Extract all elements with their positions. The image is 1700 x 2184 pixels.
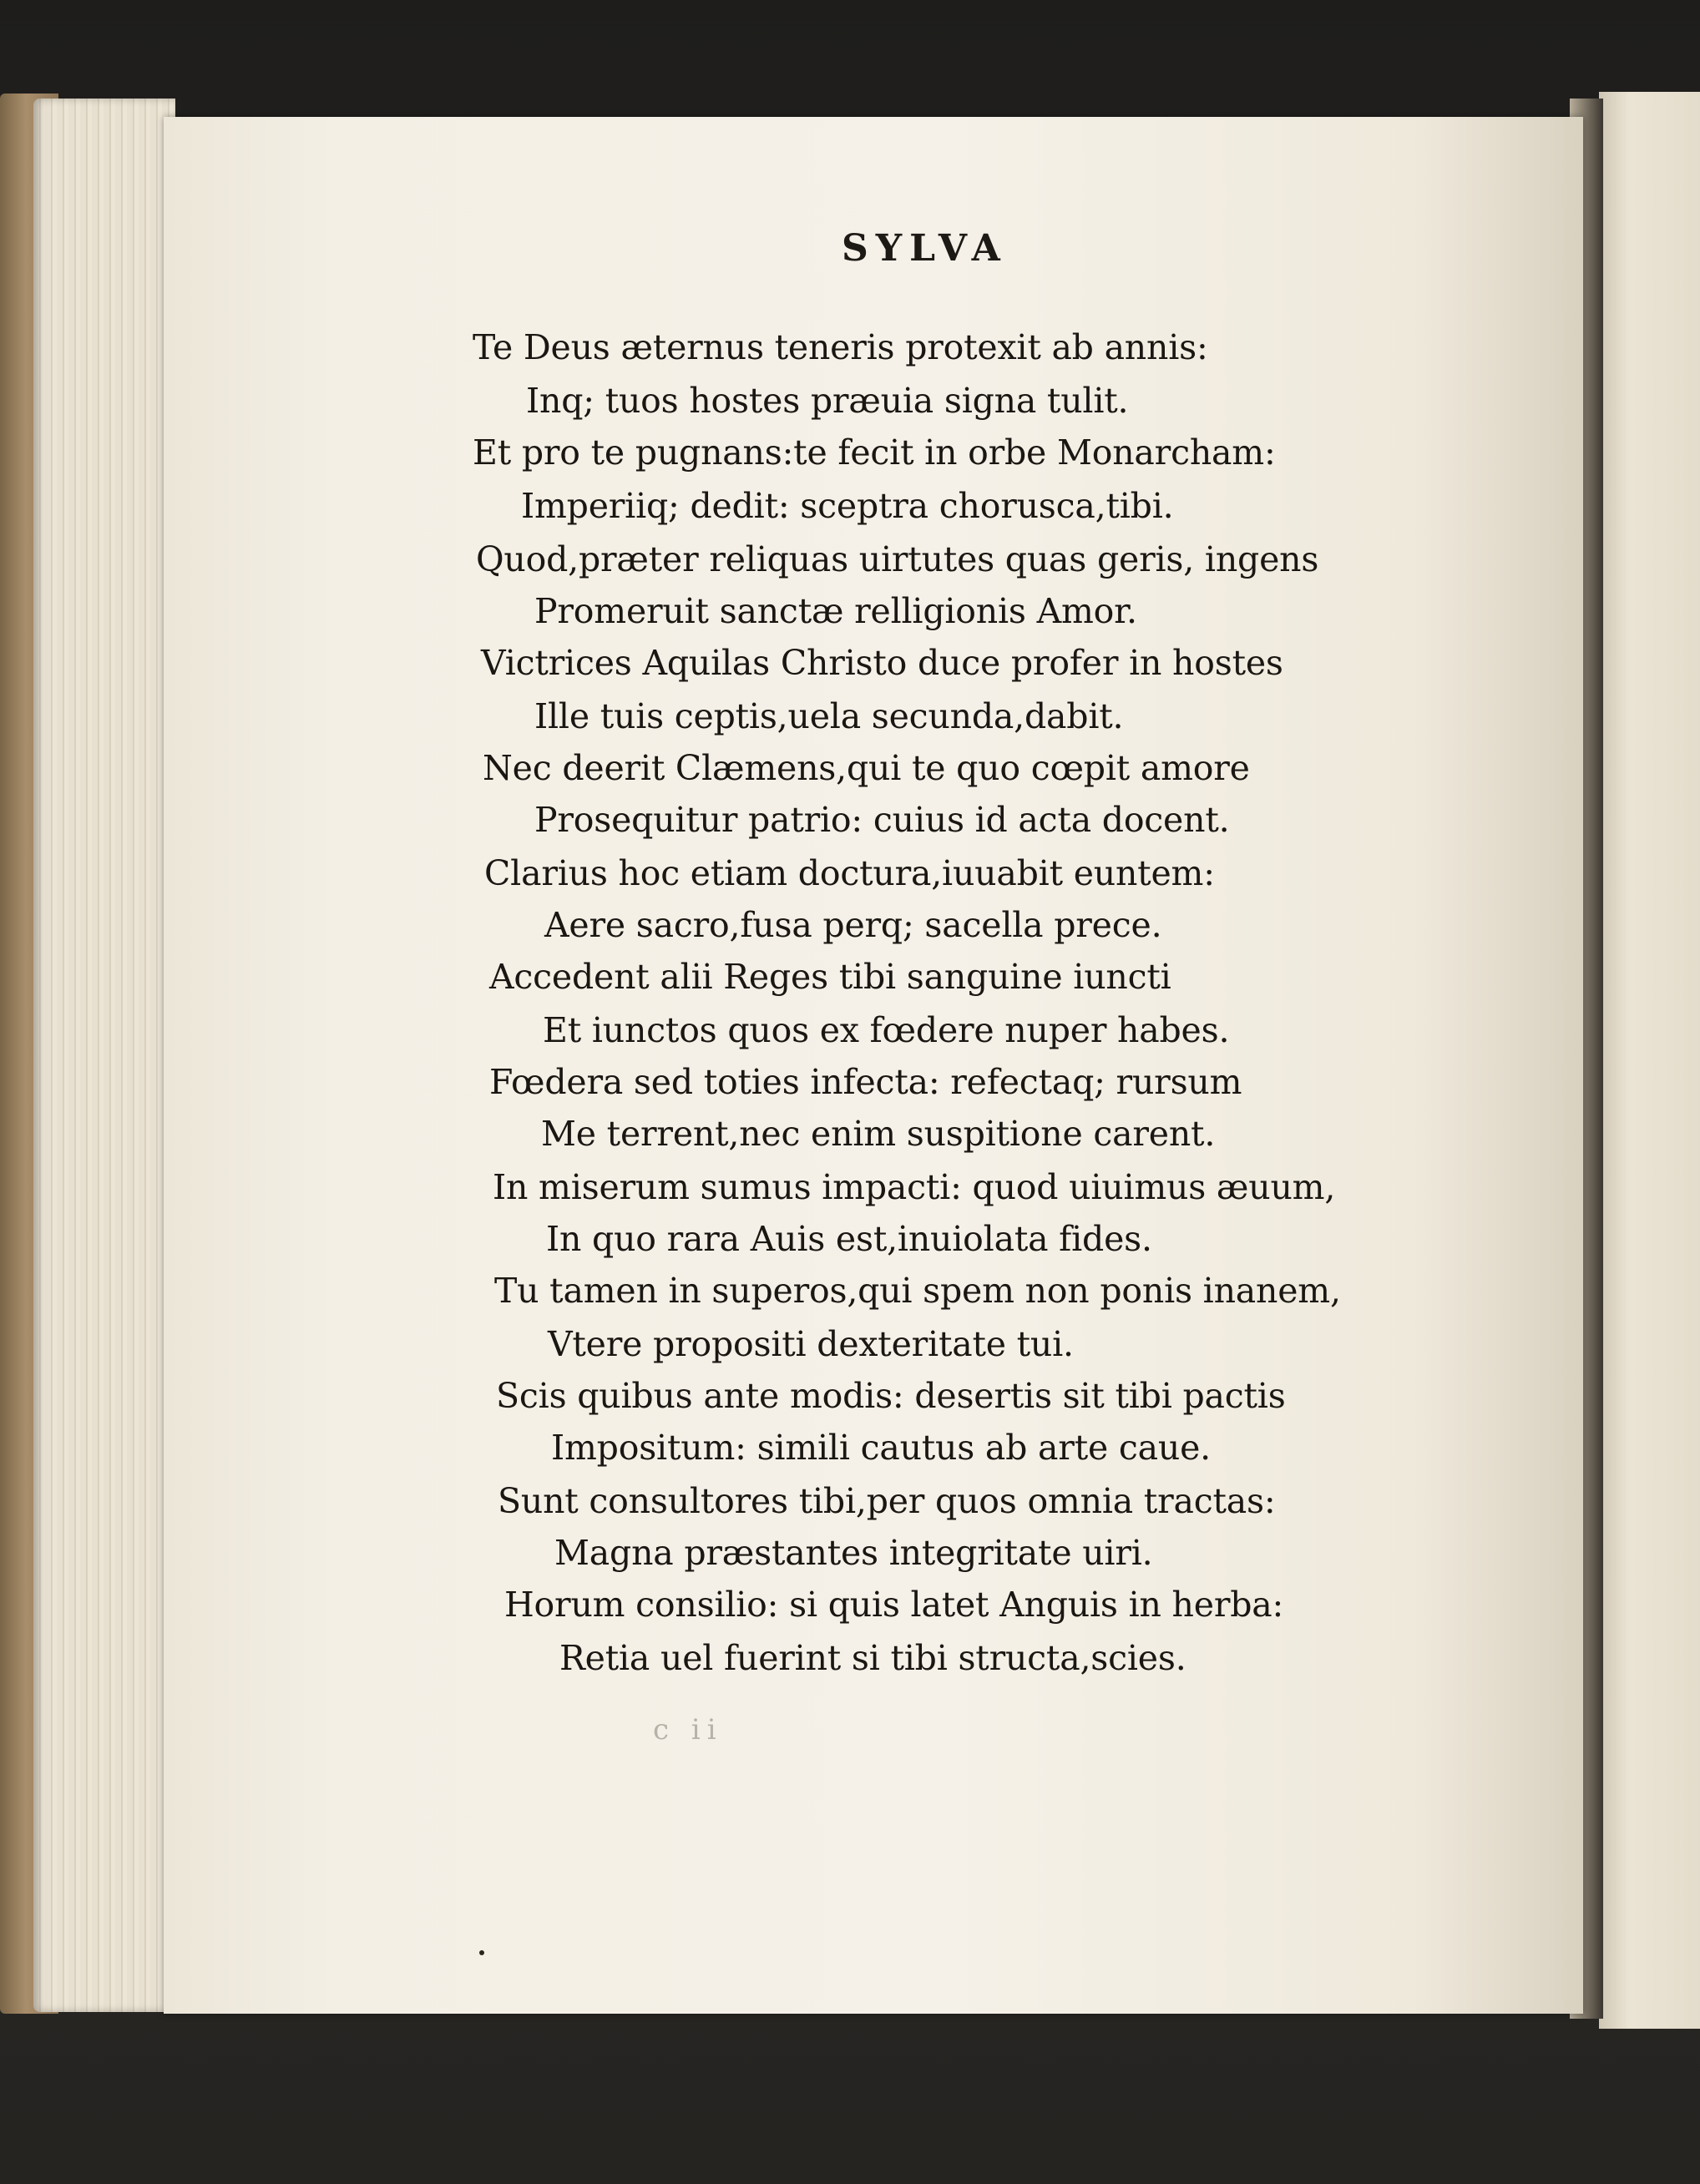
verse-line: Te Deus æternus teneris protexit ab annis:: [473, 327, 1208, 367]
verse-line: Prosequitur patrio: cuius id acta docent.: [534, 800, 1230, 840]
verse-line: Inq; tuos hostes præuia signa tulit.: [526, 381, 1129, 421]
verse-line: Ille tuis ceptis,uela secunda,dabit.: [534, 696, 1124, 736]
verse-line: Vtere propositi dexteritate tui.: [548, 1324, 1074, 1364]
verse-line: Aere sacro,fusa perq; sacella prece.: [544, 905, 1162, 945]
verse-line: Et pro te pugnans:te fecit in orbe Monarcham:: [473, 432, 1276, 473]
verse-line: Victrices Aquilas Christo duce profer in hostes: [481, 643, 1283, 683]
ink-speck: [479, 1950, 484, 1955]
verse-line: Scis quibus ante modis: desertis sit tibi pactis: [496, 1376, 1286, 1416]
running-head: SYLVA: [842, 227, 1008, 270]
verse-line: In quo rara Auis est,inuiolata fides.: [546, 1219, 1152, 1259]
verse-line: Retia uel fuerint si tibi structa,scies.: [559, 1638, 1186, 1678]
verse-line: Impositum: simili cautus ab arte caue.: [551, 1428, 1211, 1468]
signature-mark: c ii: [653, 1713, 723, 1747]
verse-line: Magna præstantes integritate uiri.: [554, 1533, 1153, 1573]
verse-line: Et iunctos quos ex fœdere nuper habes.: [543, 1010, 1230, 1050]
verse-line: Horum consilio: si quis latet Anguis in herba:: [504, 1585, 1284, 1625]
verse-line: Sunt consultores tibi,per quos omnia tractas:: [498, 1481, 1276, 1521]
facing-page: [1599, 92, 1700, 2029]
verse-line: Imperiiq; dedit: sceptra chorusca,tibi.: [521, 486, 1174, 526]
verse-line: Accedent alii Reges tibi sanguine iuncti: [489, 957, 1171, 997]
verse-line: Clarius hoc etiam doctura,iuuabit euntem:: [484, 853, 1215, 893]
verse-line: In miserum sumus impacti: quod uiuimus æuum,: [493, 1167, 1336, 1207]
verse-line: Nec deerit Clæmens,qui te quo cœpit amore: [483, 748, 1250, 788]
verse-line: Me terrent,nec enim suspitione carent.: [541, 1114, 1216, 1154]
verse-line: Promeruit sanctæ relligionis Amor.: [534, 591, 1137, 631]
verse-line: Tu tamen in superos,qui spem non ponis inanem,: [494, 1271, 1341, 1311]
verse-line: Fœdera sed toties infecta: refectaq; rursum: [489, 1062, 1242, 1102]
verse-line: Quod,præter reliquas uirtutes quas geris, ingens: [476, 539, 1319, 579]
page-edges: [33, 99, 175, 2012]
